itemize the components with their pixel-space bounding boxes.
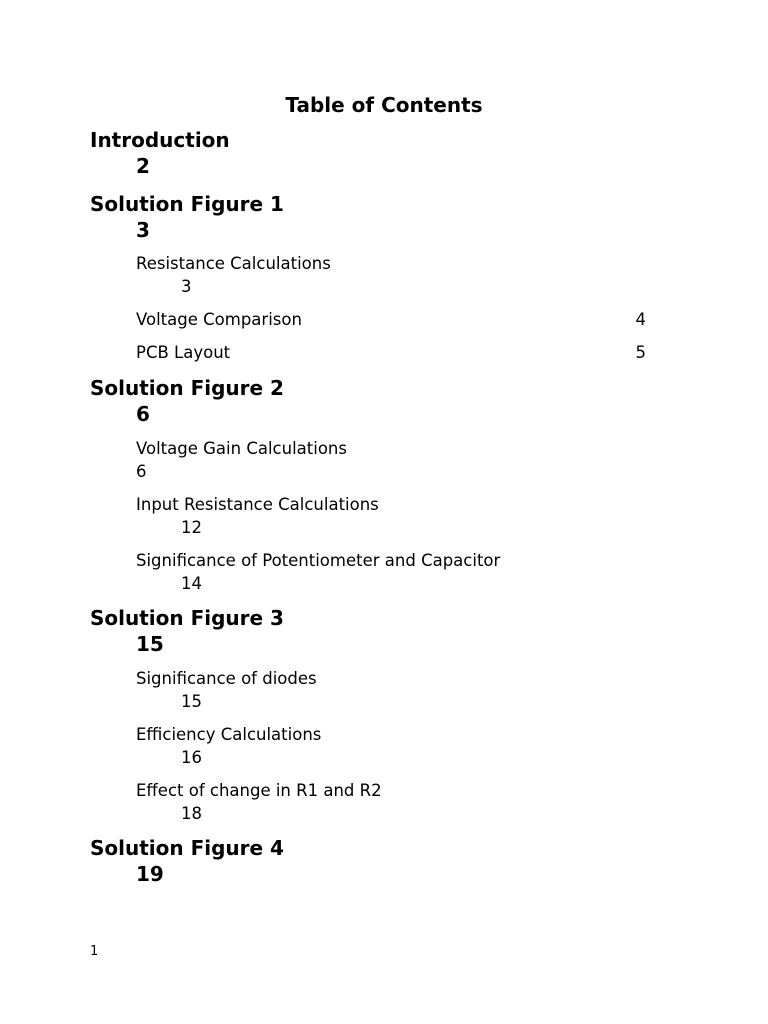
toc-entry-significance-of-diodes[interactable] xyxy=(136,667,317,713)
toc-entry-label: Solution Figure 2 xyxy=(90,376,284,400)
toc-entry-input-resistance-calculations[interactable] xyxy=(136,493,379,539)
toc-entry-label: Voltage Gain Calculations xyxy=(136,439,347,458)
toc-entry-resistance-calculations[interactable] xyxy=(136,252,331,298)
toc-entry-label: Significance of Potentiometer and Capacitor xyxy=(136,551,501,570)
toc-entry-page: 2 xyxy=(136,154,150,178)
toc-entry-page: 19 xyxy=(136,862,164,886)
toc-title: Table of Contents xyxy=(285,93,483,117)
toc-entry-page: 12 xyxy=(181,518,202,537)
toc-entry-pcb-layout[interactable] xyxy=(136,341,646,364)
toc-entry-page: 3 xyxy=(136,218,150,242)
toc-entry-solution-figure-3[interactable] xyxy=(90,605,284,657)
toc-entry-solution-figure-1[interactable] xyxy=(90,191,284,243)
toc-entry-label: Resistance Calculations xyxy=(136,254,331,273)
toc-entry-page: 4 xyxy=(635,310,646,329)
toc-entry-page: 15 xyxy=(136,632,164,656)
footer-page-number: 1 xyxy=(90,944,99,959)
toc-entry-label: Introduction xyxy=(90,128,230,152)
toc-entry-page: 15 xyxy=(181,692,202,711)
toc-entry-page: 6 xyxy=(136,402,150,426)
toc-entry-solution-figure-4[interactable] xyxy=(90,835,284,887)
toc-entry-page: 18 xyxy=(181,804,202,823)
toc-entry-voltage-comparison[interactable] xyxy=(136,308,646,331)
toc-entry-label: Significance of diodes xyxy=(136,669,317,688)
toc-entry-label: Input Resistance Calculations xyxy=(136,495,379,514)
toc-entry-page: 16 xyxy=(181,748,202,767)
toc-entry-significance-potentiometer-capacitor[interactable] xyxy=(136,549,500,595)
toc-entry-label: Efficiency Calculations xyxy=(136,725,322,744)
toc-entry-page: 6 xyxy=(136,462,147,481)
toc-entry-label: PCB Layout xyxy=(136,343,231,362)
toc-entry-label: Voltage Comparison xyxy=(136,310,302,329)
toc-entry-label: Solution Figure 4 xyxy=(90,836,284,860)
toc-entry-label: Solution Figure 1 xyxy=(90,192,284,216)
toc-entry-efficiency-calculations[interactable] xyxy=(136,723,321,769)
toc-entry-page: 14 xyxy=(181,574,202,593)
toc-entry-effect-of-change-r1-r2[interactable] xyxy=(136,779,382,825)
toc-entry-label: Solution Figure 3 xyxy=(90,606,284,630)
toc-entry-page: 5 xyxy=(635,343,646,362)
toc-entry-page: 3 xyxy=(181,277,192,296)
toc-entry-label: Effect of change in R1 and R2 xyxy=(136,781,382,800)
toc-entry-introduction[interactable] xyxy=(90,127,230,179)
toc-entry-solution-figure-2[interactable] xyxy=(90,375,284,427)
toc-entry-voltage-gain-calculations[interactable] xyxy=(136,437,347,483)
